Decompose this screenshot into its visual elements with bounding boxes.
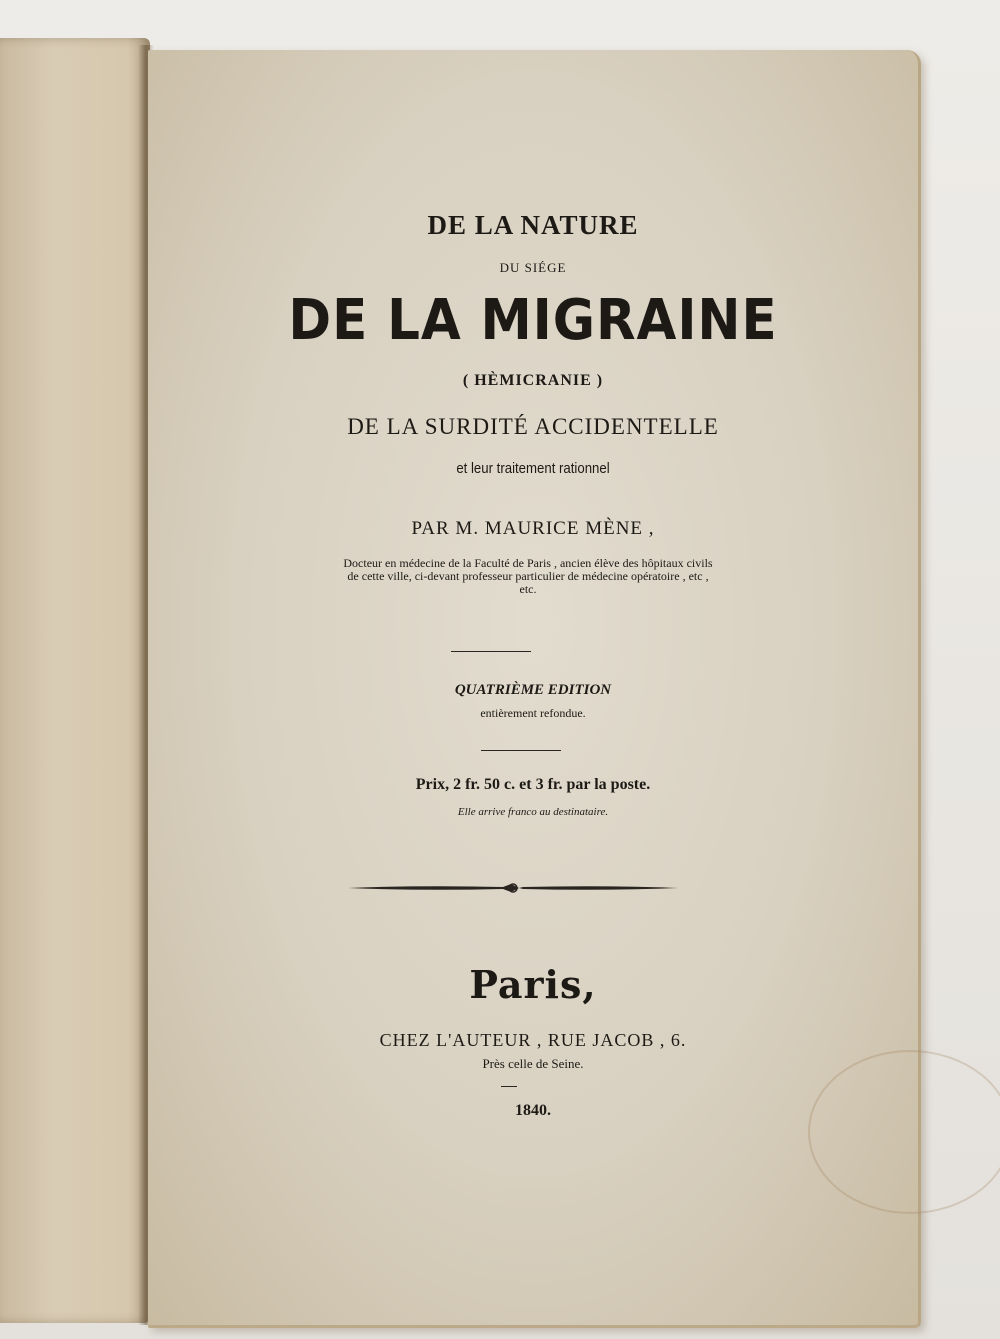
city: Paris, [469, 962, 597, 1007]
price-line: Prix, 2 fr. 50 c. et 3 fr. par la poste. [415, 776, 651, 793]
title-line-siege: DU SIÉGE [499, 260, 567, 275]
divider-rule [481, 750, 561, 751]
subtitle: DE LA SURDITÉ ACCIDENTELLE [347, 414, 719, 439]
divider-rule [501, 1086, 517, 1087]
title-page [148, 50, 921, 1328]
subtitle-secondary: et leur traitement rationnel [456, 460, 610, 477]
scroll-ornament [343, 880, 683, 896]
divider-rule [451, 651, 531, 652]
publication-year: 1840. [515, 1102, 551, 1119]
author-credentials: Docteur en médecine de la Faculté de Paris , ancien élève des hôpitaux civils de cette ville, ci-devant professeur particulier de médecine opératoire , etc , etc. [343, 556, 713, 596]
publisher-note: Près celle de Seine. [482, 1056, 584, 1071]
publisher-line: CHEZ L'AUTEUR , RUE JACOB , 6. [379, 1030, 687, 1050]
edition-note: entièrement refondue. [480, 706, 586, 720]
title-line-nature: DE LA NATURE [427, 210, 639, 240]
main-title: DE LA MIGRAINE [288, 288, 778, 353]
parenthetical-title: ( HÈMICRANIE ) [462, 372, 604, 389]
water-stain [808, 1050, 1000, 1214]
edition-label: QUATRIÈME EDITION [454, 682, 612, 698]
left-page [0, 38, 150, 1323]
author-line: PAR M. MAURICE MÈNE , [411, 518, 655, 539]
price-note: Elle arrive franco au destinataire. [457, 806, 609, 818]
